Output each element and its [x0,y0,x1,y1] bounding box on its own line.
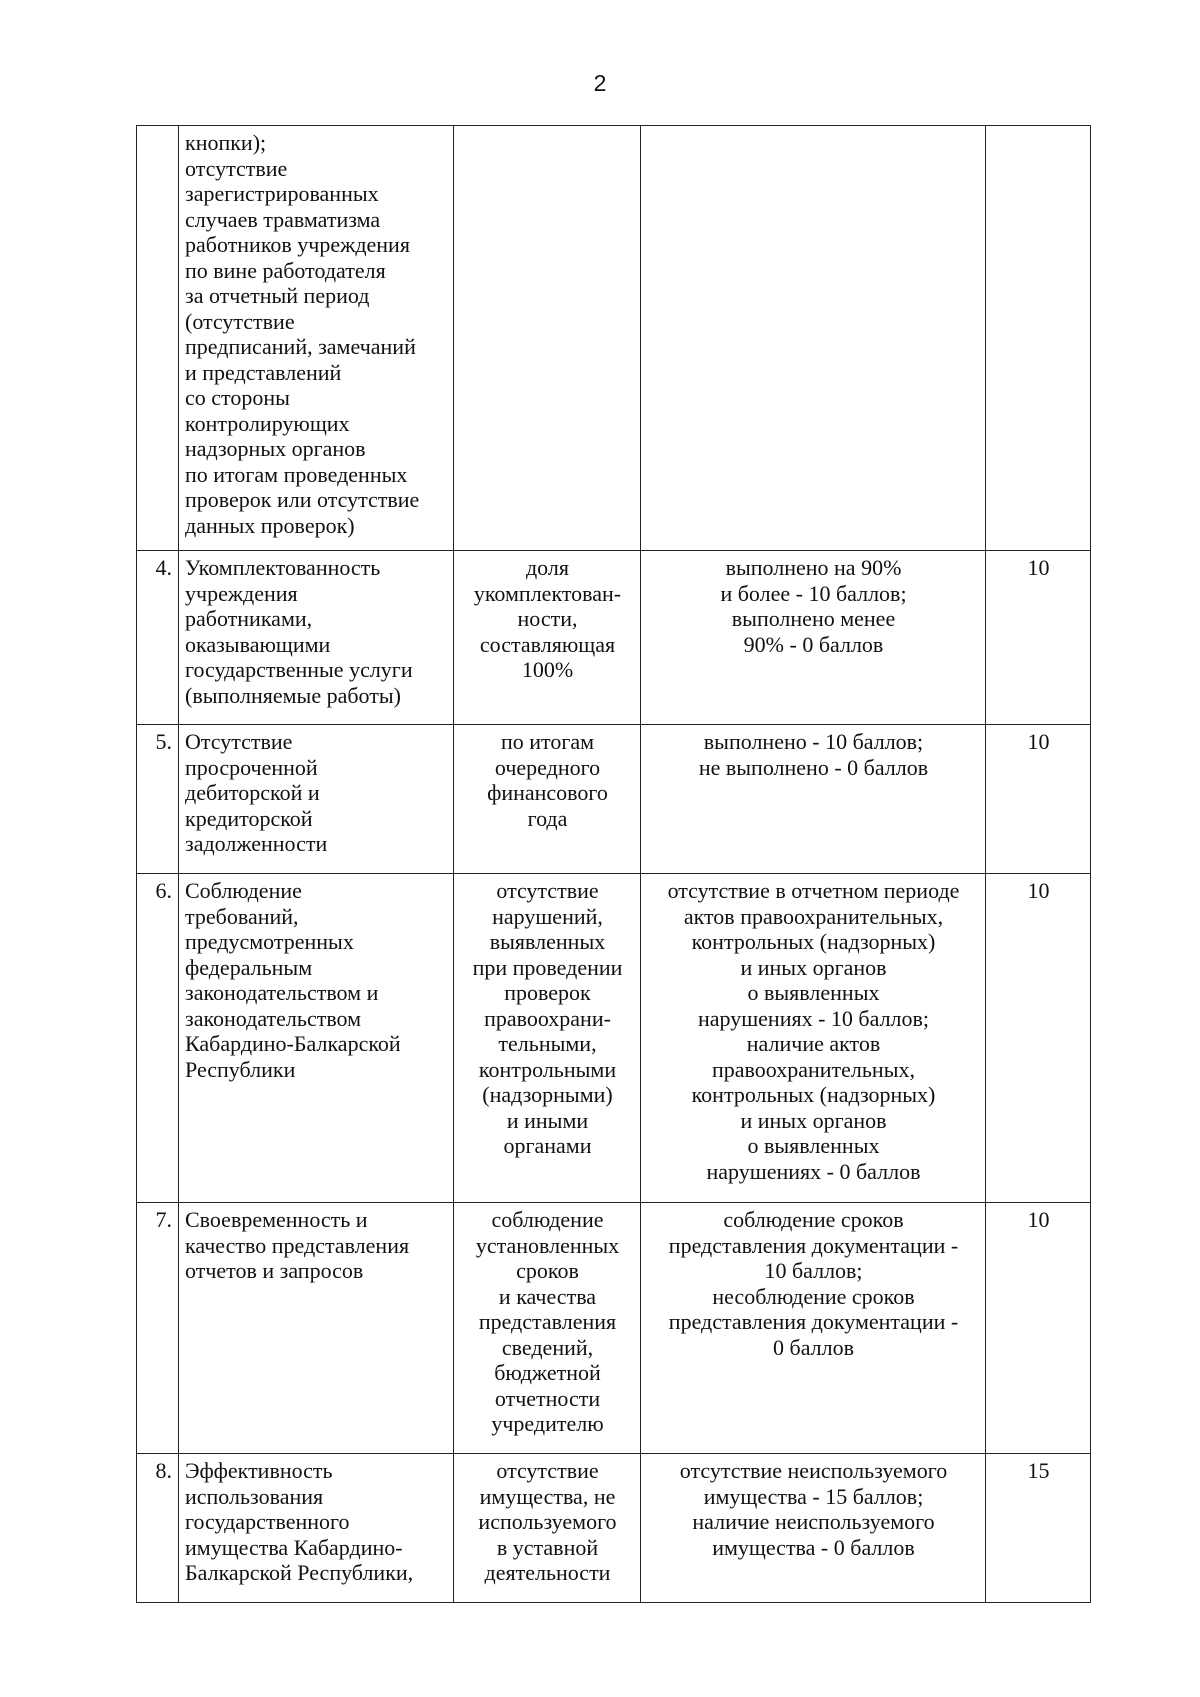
points-cell: 10 [986,874,1091,1203]
table-row [137,1454,1091,1603]
points-cell: 10 [986,1203,1091,1454]
points-cell [986,126,1091,551]
indicator-cell: отсутствие имущества, не используемого в уставной деятельности [454,1454,641,1603]
indicator-cell: соблюдение установленных сроков и качества представления сведений, бюджетной отчетности учредителю [454,1203,641,1454]
criteria-table [136,125,1091,1603]
criterion-name-cell: кнопки); отсутствие зарегистрированных случаев травматизма работников учреждения по вине работодателя за отчетный период (отсутствие предписаний, замечаний и представлений со стороны контролирующих надзорных органов по итогам проведенных проверок или отсутствие данных проверок) [179,126,454,551]
evaluation-criterion-cell: выполнено на 90% и более - 10 баллов; выполнено менее 90% - 0 баллов [641,551,986,725]
evaluation-criterion-cell: отсутствие неиспользуемого имущества - 15 баллов; наличие неиспользуемого имущества - 0 баллов [641,1454,986,1603]
table-row [137,1203,1091,1454]
criterion-name-cell: Укомплектованность учреждения работниками, оказывающими государственные услуги (выполняемые работы) [179,551,454,725]
indicator-cell: доля укомплектован- ности, составляющая 100% [454,551,641,725]
table-row [137,725,1091,874]
evaluation-criterion-cell: соблюдение сроков представления документации - 10 баллов; несоблюдение сроков представления документации - 0 баллов [641,1203,986,1454]
indicator-cell: отсутствие нарушений, выявленных при проведении проверок правоохрани- тельными, контрольными (надзорными) и иными органами [454,874,641,1203]
row-number-cell [137,126,179,551]
row-number-cell: 4. [137,551,179,725]
criterion-name-cell: Эффективность использования государственного имущества Кабардино- Балкарской Республики, [179,1454,454,1603]
evaluation-criterion-cell [641,126,986,551]
indicator-cell [454,126,641,551]
points-cell: 10 [986,551,1091,725]
points-cell: 10 [986,725,1091,874]
indicator-cell: по итогам очередного финансового года [454,725,641,874]
row-number-cell: 5. [137,725,179,874]
row-number-cell: 8. [137,1454,179,1603]
page-number: 2 [593,70,607,96]
criterion-name-cell: Своевременность и качество представления отчетов и запросов [179,1203,454,1454]
table-row [137,874,1091,1203]
points-cell: 15 [986,1454,1091,1603]
criterion-name-cell: Отсутствие просроченной дебиторской и кредиторской задолженности [179,725,454,874]
table-row [137,126,1091,551]
evaluation-criterion-cell: выполнено - 10 баллов; не выполнено - 0 баллов [641,725,986,874]
row-number-cell: 7. [137,1203,179,1454]
criterion-name-cell: Соблюдение требований, предусмотренных федеральным законодательством и законодательством Кабардино-Балкарской Республики [179,874,454,1203]
row-number-cell: 6. [137,874,179,1203]
table-row [137,551,1091,725]
evaluation-criterion-cell: отсутствие в отчетном периоде актов правоохранительных, контрольных (надзорных) и иных органов о выявленных нарушениях - 10 баллов; наличие актов правоохранительных, контрольных (надзорных) и иных органов о выявленных нарушениях - 0 баллов [641,874,986,1203]
